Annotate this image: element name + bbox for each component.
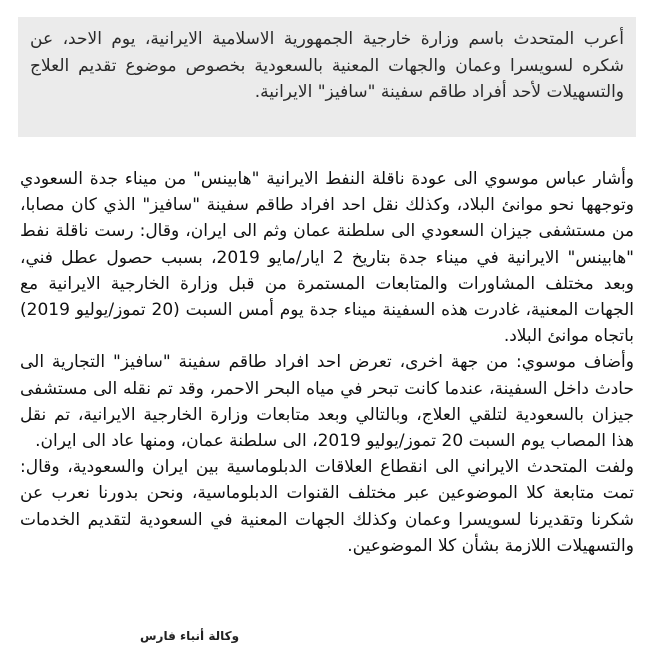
agency-watermark: وكالة أنباء فارس (140, 629, 240, 643)
lead-summary-box (18, 17, 636, 137)
article-body (20, 166, 634, 559)
article-paragraph-2: وأضاف موسوي: من جهة اخرى، تعرض احد افراد طاقم سفينة "سافيز" التجارية الى حادث داخل السفينة، عندما كانت تبحر في مياه البحر الاحمر، وقد تم نقله الى مستشفى جيزان بالسعودية لتلقي العلاج، وبالتالي وبعد متابعات وزارة الخارجية الايرانية، تم نقل هذا المصاب يوم السبت 20 تموز/يوليو 2019، الى سلطنة عمان، ومنها عاد الى ايران. (20, 352, 634, 452)
article-paragraph-3: ولفت المتحدث الايراني الى انقطاع العلاقات الدبلوماسية بين ايران والسعودية، وقال: تمت متابعة كلا الموضوعين عبر مختلف القنوات الدبلوماسية، ونحن بدورنا نعرب عن شكرنا وتقديرنا لسويسرا وعمان وكذلك الجهات المعنية في السعودية لتقديم الخدمات والتسهيلات اللازمة بشأن كلا الموضوعين. (20, 457, 634, 556)
lead-summary-text: أعرب المتحدث باسم وزارة خارجية الجمهورية الاسلامية الايرانية، يوم الاحد، عن شكره لسويسرا وعمان والجهات المعنية بالسعودية بخصوص موضوع تقديم العلاج والتسهيلات لأحد أفراد طاقم سفينة "سافيز" الايرانية. (30, 29, 624, 102)
article-paragraph-1: وأشار عباس موسوي الى عودة ناقلة النفط الايرانية "هابينس" من ميناء جدة السعودي وتوجهها نحو موانئ البلاد، وكذلك نقل احد افراد طاقم سفينة "سافيز" الذي كان مصابا، من مستشفى جيزان السعودي الى سلطنة عمان وثم الى ايران، وقال: رست ناقلة نفط "هابينس" الايرانية في ميناء جدة بتاريخ 2 ايار/مايو 2019، بسبب حصول عطل فني، وبعد مختلف المشاورات والمتابعات المستمرة من قبل وزارة الخارجية الايرانية مع الجهات المعنية، غادرت هذه السفينة ميناء جدة يوم أمس السبت (20 تموز/يوليو 2019) باتجاه موانئ البلاد. (20, 169, 634, 347)
